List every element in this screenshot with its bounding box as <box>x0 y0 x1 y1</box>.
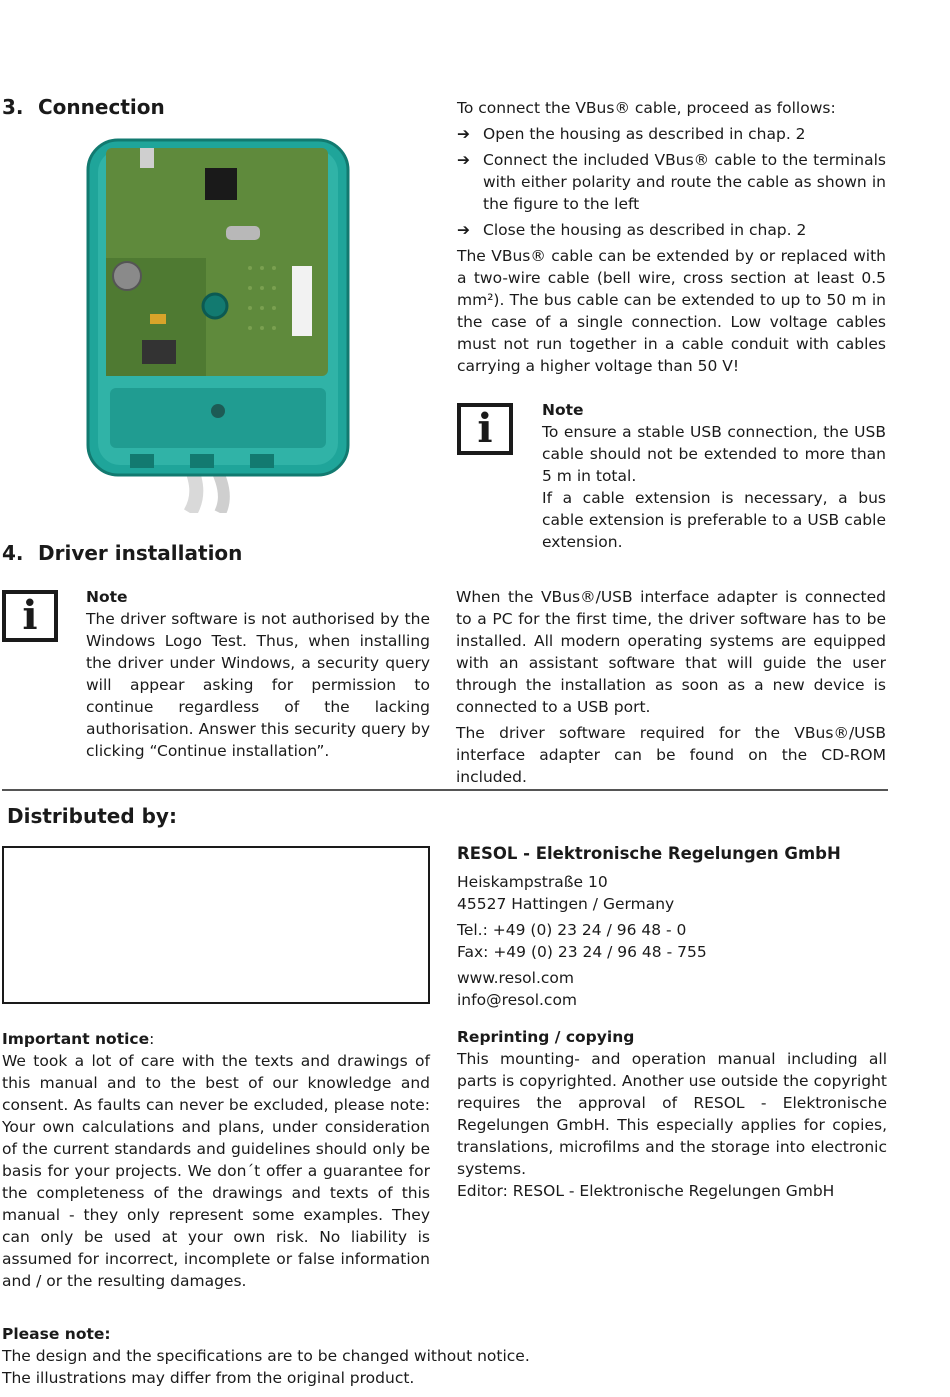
connection-text <box>457 97 886 377</box>
note-text: If a cable extension is necessary, a bus cable extension is preferable to a USB cable extension. <box>542 489 886 551</box>
section-number: 4. <box>2 541 24 565</box>
info-icon: i <box>457 403 513 455</box>
arrow-right-icon: ➔ <box>457 125 470 143</box>
driver-paragraph: The driver software required for the VBus®/USB interface adapter can be found on the CD-ROM included. <box>456 724 886 786</box>
important-notice <box>2 1028 430 1292</box>
connection-intro: To connect the VBus® cable, proceed as follows: <box>457 99 836 117</box>
note-text: The driver software is not authorised by the Windows Logo Test. Thus, when installing the driver under Windows, a security query will appear asking for permission to continue regardless of the lacking authorisation. Answer this security query by clicking “Continue installation”. <box>86 610 430 760</box>
info-icon: i <box>2 590 58 642</box>
connection-note <box>542 399 886 553</box>
please-note-line: The design and the specifications are to be changed without notice. <box>2 1347 530 1365</box>
address-street: Heiskampstraße 10 <box>457 873 608 891</box>
usb-adapter-illustration <box>30 118 410 513</box>
company-name: RESOL - Elektronische Regelungen GmbH <box>457 844 841 863</box>
notice-colon: : <box>149 1030 155 1048</box>
company-address <box>457 843 887 1011</box>
connection-paragraph: The VBus® cable can be extended by or replaced with a two-wire cable (bell wire, cross section at least 0.5 mm²). The bus cable can be extended to up to 50 m in the case of a single connection. Low voltage cables must not run together in a cable conduit with cables carrying a higher voltage than 50 V! <box>457 247 886 375</box>
address-city: 45527 Hattingen / Germany <box>457 895 675 913</box>
phone: Tel.: +49 (0) 23 24 / 96 48 - 0 <box>457 921 687 939</box>
fax: Fax: +49 (0) 23 24 / 96 48 - 755 <box>457 943 707 961</box>
divider <box>2 789 888 791</box>
email-link[interactable]: info@resol.com <box>457 991 578 1009</box>
reprinting-title: Reprinting / copying <box>457 1028 635 1046</box>
reprinting-text: This mounting- and operation manual including all parts is copyrighted. Another use outside the copyright requires the approval of RESOL - Elektronische Regelungen GmbH. This especially applies for copies, translations, microfilms and the storage into electronic systems. <box>457 1050 887 1178</box>
connection-step <box>457 123 886 145</box>
driver-paragraph: When the VBus®/USB interface adapter is connected to a PC for the first time, the driver software has to be installed. All modern operating systems are equipped with an assistant software that will guide the user through the installation as soon as a new device is connected to a USB port. <box>456 588 886 716</box>
website-link[interactable]: www.resol.com <box>457 969 574 987</box>
arrow-right-icon: ➔ <box>457 151 470 169</box>
section-number: 3. <box>2 95 24 119</box>
notice-title: Important notice <box>2 1030 150 1048</box>
please-note-line: The illustrations may differ from the original product. <box>2 1369 415 1387</box>
connection-step <box>457 219 886 241</box>
step-text: Close the housing as described in chap. 2 <box>483 221 807 239</box>
note-title: Note <box>542 401 584 419</box>
note-text: To ensure a stable USB connection, the USB cable should not be extended to more than 5 m in total. <box>542 423 886 485</box>
section-title: Driver installation <box>38 541 243 565</box>
note-title: Note <box>86 588 128 606</box>
reprinting-notice <box>457 1026 887 1202</box>
please-note <box>2 1323 702 1389</box>
please-note-title: Please note: <box>2 1325 111 1343</box>
driver-note <box>86 586 430 762</box>
section-heading-connection <box>2 95 165 119</box>
section-title: Connection <box>38 95 165 119</box>
driver-text <box>456 586 886 788</box>
section-heading-driver <box>2 541 242 565</box>
editor-line: Editor: RESOL - Elektronische Regelungen GmbH <box>457 1182 835 1200</box>
step-text: Connect the included VBus® cable to the terminals with either polarity and route the cable as shown in the figure to the left <box>483 151 886 213</box>
notice-text: We took a lot of care with the texts and drawings of this manual and to the best of our knowledge and consent. As faults can never be excluded, please note: Your own calculations and plans, under consideration of the current standards and guidelines should only be basis for your projects. We don´t offer a guarantee for the completeness of the drawings and texts of this manual - they only represent some examples. They can only be used at your own risk. No liability is assumed for incorrect, incomplete or false information and / or the resulting damages. <box>2 1052 430 1290</box>
device-photo <box>30 118 410 513</box>
connection-step <box>457 149 886 215</box>
arrow-right-icon: ➔ <box>457 221 470 239</box>
distributed-heading: Distributed by: <box>7 804 177 828</box>
distributor-stamp-box <box>2 846 430 1004</box>
step-text: Open the housing as described in chap. 2 <box>483 125 806 143</box>
